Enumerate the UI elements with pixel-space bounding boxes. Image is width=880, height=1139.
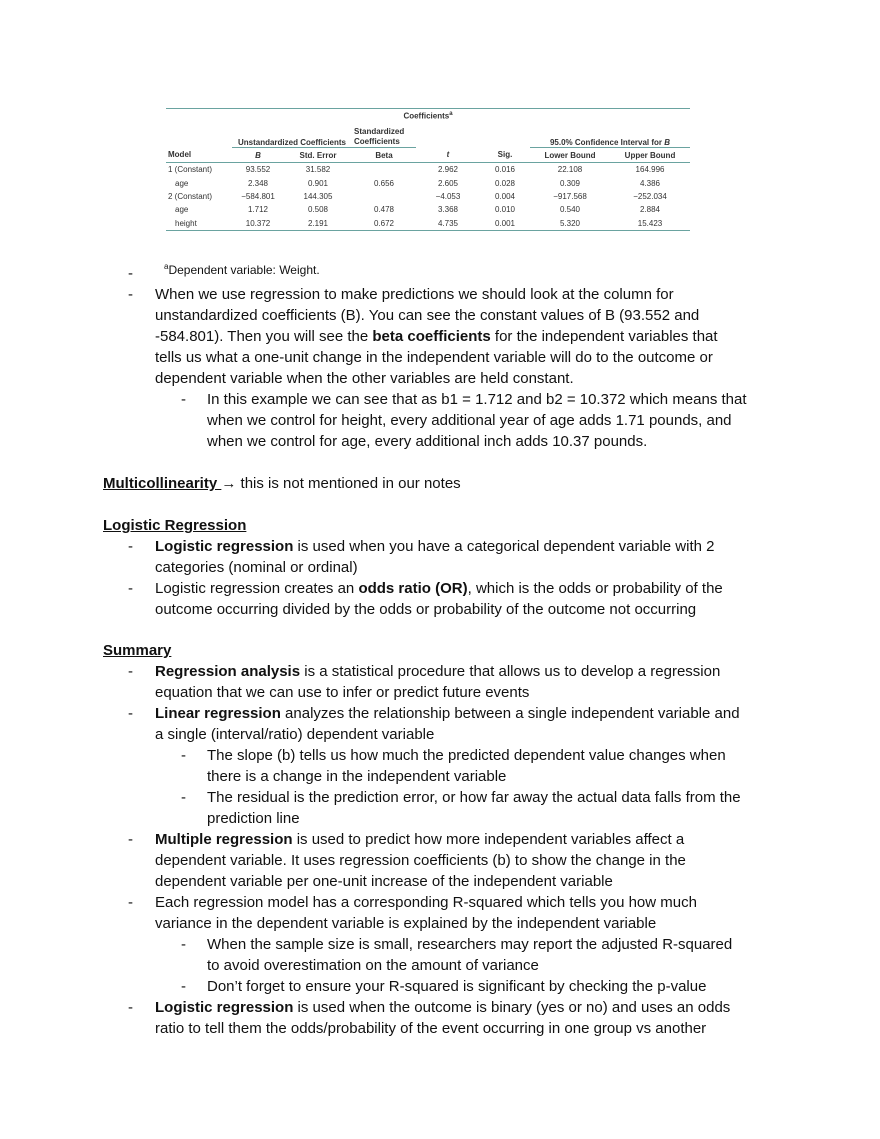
summary-s2-line1: Linear regression analyzes the relationship between a single independent variable and [155,705,740,722]
bullet-dash: - [181,747,186,764]
summary-s2-sub2-line2: prediction line [207,810,300,827]
bullet-dash: - [128,831,133,848]
summary-s4-sub1-line1: When the sample size is small, researchers may report the adjusted R-squared [207,936,733,953]
summary-s3-line1: Multiple regression is used to predict how more independent variables affect a [155,831,685,848]
bullet-dash: - [181,978,186,995]
bullet-dash: - [181,789,186,806]
para1-sub-line2: when we control for height, every additional year of age adds 1.71 pounds, and [207,412,732,429]
summary-s2-sub2-line1: The residual is the prediction error, or how far away the actual data falls from the [207,789,741,806]
col-header-upper-bound: Upper Bound [610,148,690,163]
bullet-dash: - [128,894,133,911]
summary-s5-line1: Logistic regression is used when the outcome is binary (yes or no) and uses an odds [155,999,731,1016]
col-header-sig: Sig. [480,148,530,163]
confidence-interval-header: 95.0% Confidence Interval for B [530,123,690,148]
summary-s3-line3: dependent variable per one-unit increase of the independent variable [155,873,613,890]
summary-s2-line2: a single (interval/ratio) dependent variable [155,726,435,743]
bullet-dash: - [128,580,133,597]
summary-s4-sub1-line2: to avoid overestimation on the amount of variance [207,957,539,974]
table-row: age 2.348 0.901 0.656 2.605 0.028 0.309 4.386 [175,178,661,188]
summary-s4-sub2-line1: Don’t forget to ensure your R-squared is significant by checking the p-value [207,978,707,995]
logistic-bullet2-line1: Logistic regression creates an odds ratio (OR), which is the odds or probability of the [155,580,723,597]
bullet-dash: - [128,286,133,303]
para1-line2: unstandardized coefficients (B). You can see the constant values of B (93.552 and [155,307,700,324]
logistic-bullet1-line2: categories (nominal or ordinal) [155,559,358,576]
col-header-model: Model [166,148,232,163]
col-header-beta: Beta [352,148,416,163]
col-header-t: t [416,148,480,163]
summary-s2-sub1-line1: The slope (b) tells us how much the predicted dependent value changes when [207,747,726,764]
summary-s4-line1: Each regression model has a corresponding R-squared which tells you how much [155,894,697,911]
bullet-dash: - [128,999,133,1016]
bullet-dash: - [128,663,133,680]
multicollinearity-line: Multicollinearity → this is not mentioned in our notes [103,475,461,492]
col-header-lower-bound: Lower Bound [530,148,610,163]
bullet-dash: - [128,265,133,282]
para1-sub-line1: In this example we can see that as b1 = 1.712 and b2 = 10.372 which means that [207,391,747,408]
col-header-b: B [232,148,284,163]
table-title: Coefficients$^a$ [403,111,453,121]
multicollinearity-heading: Multicollinearity [103,475,222,492]
unstandardized-coefficients-header: Unstandardized Coefficients [232,123,352,148]
table-row: height 10.372 2.191 0.672 4.735 0.001 5.320 15.423 [166,217,690,231]
summary-heading: Summary [103,642,172,659]
summary-s5-line2: ratio to tell them the odds/probability of the event occurring in one group vs another [155,1020,707,1037]
bullet-dash: - [181,391,186,408]
table-row: 1 (Constant) 93.552 31.582 2.962 0.016 22.108 164.996 [168,165,665,175]
summary-s3-line2: dependent variable. It uses regression coefficients (b) to show the change in the [155,852,686,869]
coefficients-table [166,109,690,231]
bullet-dash: - [128,538,133,555]
table-row: 2 (Constant) −584.801 144.305 −4.053 0.004 −917.568 −252.034 [168,191,667,201]
para1-sub-line3: when we control for age, every additional inch adds 10.37 pounds. [207,433,648,450]
table-footnote: $^a$Dependent variable: Weight. [164,262,320,277]
bullet-dash: - [128,705,133,722]
summary-s2-sub1-line2: there is a change in the independent variable [207,768,507,785]
coefficients-table-figure [166,108,690,231]
logistic-regression-heading: Logistic Regression [103,517,247,534]
standardized-coefficients-header: Standardized Coefficients [352,123,416,148]
para1-line1: When we use regression to make predictions we should look at the column for [155,286,674,303]
para1-line5: dependent variable when the other variables are held constant. [155,370,574,387]
table-row: age 1.712 0.508 0.478 3.368 0.010 0.540 2.884 [175,205,661,215]
para1-line4: tells us what a one-unit change in the independent variable will do to the outcome or [155,349,713,366]
para1-line3: -584.801). Then you will see the beta coefficients for the independent variables that [155,328,718,345]
summary-s4-line2: variance in the dependent variable is explained by the independent variable [155,915,657,932]
bullet-dash: - [181,936,186,953]
logistic-bullet1-line1: Logistic regression is used when you have a categorical dependent variable with 2 [155,538,715,555]
col-header-std-error: Std. Error [284,148,352,163]
summary-s1-line2: equation that we can use to infer or predict future events [155,684,530,701]
summary-s1-line1: Regression analysis is a statistical procedure that allows us to develop a regression [155,663,721,680]
logistic-bullet2-line2: outcome occurring divided by the odds or probability of the outcome not occurring [155,601,697,618]
